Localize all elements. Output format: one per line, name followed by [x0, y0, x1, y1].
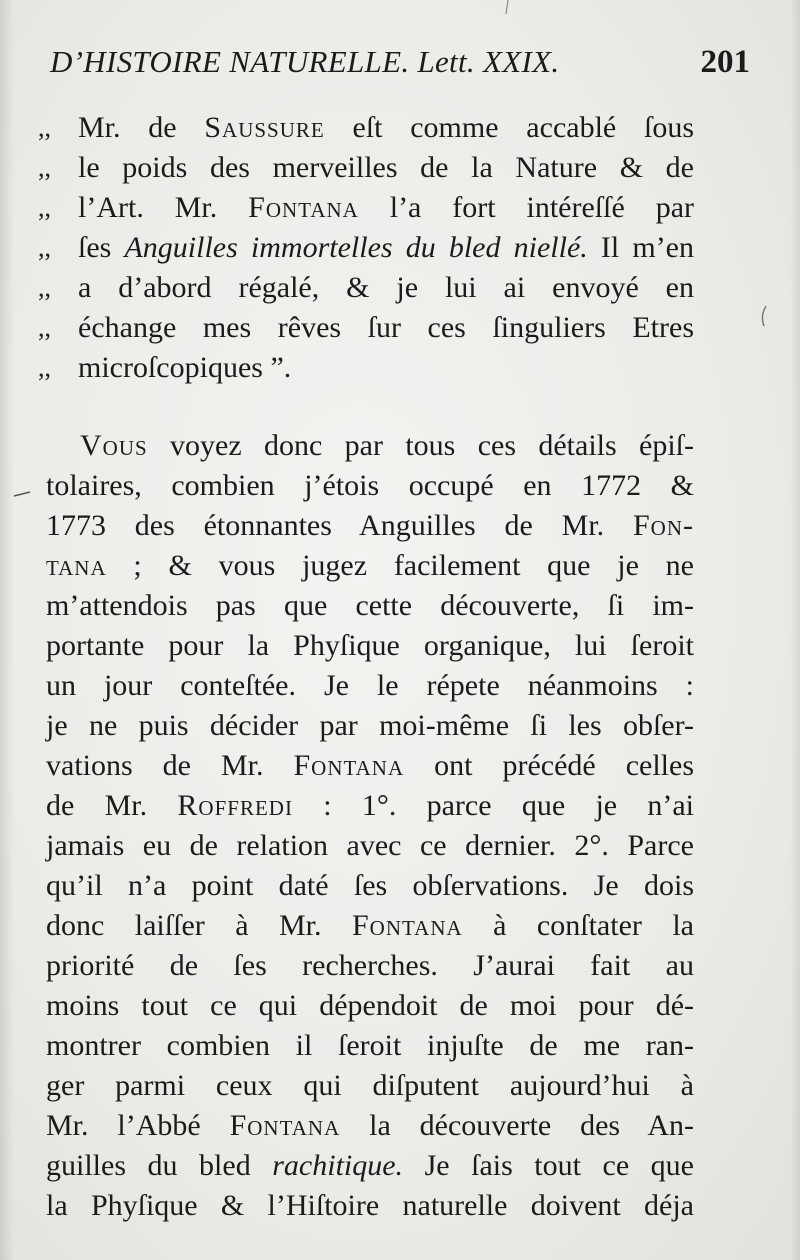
running-header [50, 44, 696, 94]
text-line: tana ; & vous jugez facilement que je ne [46, 549, 694, 582]
quote-line: le poids des merveilles de la Nature & de [78, 151, 694, 184]
quote-line: l’Art. Mr. Fontana l’a fort intéreſſé par [78, 191, 695, 224]
italic-title: Anguilles immortelles du bled niellé. [124, 231, 588, 264]
text-line: vations de Mr. Fontana ont précédé celles [46, 749, 694, 782]
text-line: la Phyſique & l’Hiſtoire naturelle doivent déja [46, 1189, 694, 1222]
margin-mark [506, 0, 508, 14]
person-name: Fon- [632, 509, 694, 542]
text-line: Mr. l’Abbé Fontana la découverte des An- [46, 1109, 694, 1142]
page-edge-shadow [790, 0, 800, 1260]
person-name: Roffredi [177, 789, 293, 822]
quote-mark: ,, [38, 353, 51, 382]
quote-line: ſes Anguilles immortelles du bled niellé. Il m’en [78, 231, 694, 264]
text-line: portante pour la Phyſique organique, lui ſeroit [46, 629, 694, 662]
running-title-letter-abbrev: Lett. [417, 44, 475, 79]
text-line: jamais eu de relation avec ce dernier. 2°. Parce [46, 829, 694, 862]
text-line: tolaires, combien j’étois occupé en 1772 & [46, 469, 694, 502]
quote-mark: ,, [38, 273, 51, 302]
text-line: qu’il n’a point daté ſes obſervations. Je dois [46, 869, 694, 902]
quote-line: Mr. de Saussure eſt comme accablé ſous [78, 111, 694, 144]
quote-line: a d’abord régalé, & je lui ai envoyé en [78, 271, 694, 304]
text-line: priorité de ſes recherches. J’aurai fait au [46, 949, 694, 982]
person-name: tana [46, 549, 107, 582]
text-line: de Mr. Roffredi : 1°. parce que je n’ai [46, 789, 695, 822]
person-name: Fontana [248, 191, 359, 224]
text-line: donc laiſſer à Mr. Fontana à conſtater la [46, 909, 694, 942]
text-line: un jour conteſtée. Je le répete néanmoins : [46, 669, 694, 702]
opening-word: Vous [80, 429, 148, 462]
quote-line: échange mes rêves ſur ces ſinguliers Etres [78, 311, 694, 344]
quote-line: microſcopiques ”. [78, 351, 292, 384]
running-title-letter-number: XXIX. [482, 44, 560, 79]
person-name: Fontana [293, 749, 405, 782]
quote-mark: ,, [38, 153, 51, 182]
quote-mark: ,, [38, 113, 51, 142]
page-gutter-shadow [0, 0, 14, 1260]
text-line: m’attendois pas que cette découverte, ſi im- [46, 589, 694, 622]
quote-mark: ,, [38, 193, 51, 222]
text-line: guilles du bled rachitique. Je ſais tout ce que [46, 1149, 694, 1182]
text-line: je ne puis décider par moi-même ſi les obſer- [46, 709, 694, 742]
quote-mark: ,, [38, 313, 51, 342]
page-number: 201 [700, 44, 750, 80]
italic-word: rachitique. [272, 1149, 404, 1182]
running-title: D’HISTOIRE NATURELLE. [50, 44, 410, 79]
person-name: Saussure [204, 111, 325, 144]
text-line: moins tout ce qui dépendoit de moi pour dé- [46, 989, 694, 1022]
text-line: Vous voyez donc par tous ces détails épiſ- [80, 429, 694, 462]
margin-mark [14, 492, 30, 496]
text-line: 1773 des étonnantes Anguilles de Mr. Fon- [46, 509, 694, 542]
text-line: ger parmi ceux qui diſputent aujourd’hui à [46, 1069, 694, 1102]
text-line: montrer combien il ſeroit injuſte de me ran- [46, 1029, 694, 1062]
person-name: Fontana [229, 1109, 341, 1142]
person-name: Fontana [352, 909, 463, 942]
margin-mark [762, 306, 766, 326]
quote-mark: ,, [38, 233, 51, 262]
